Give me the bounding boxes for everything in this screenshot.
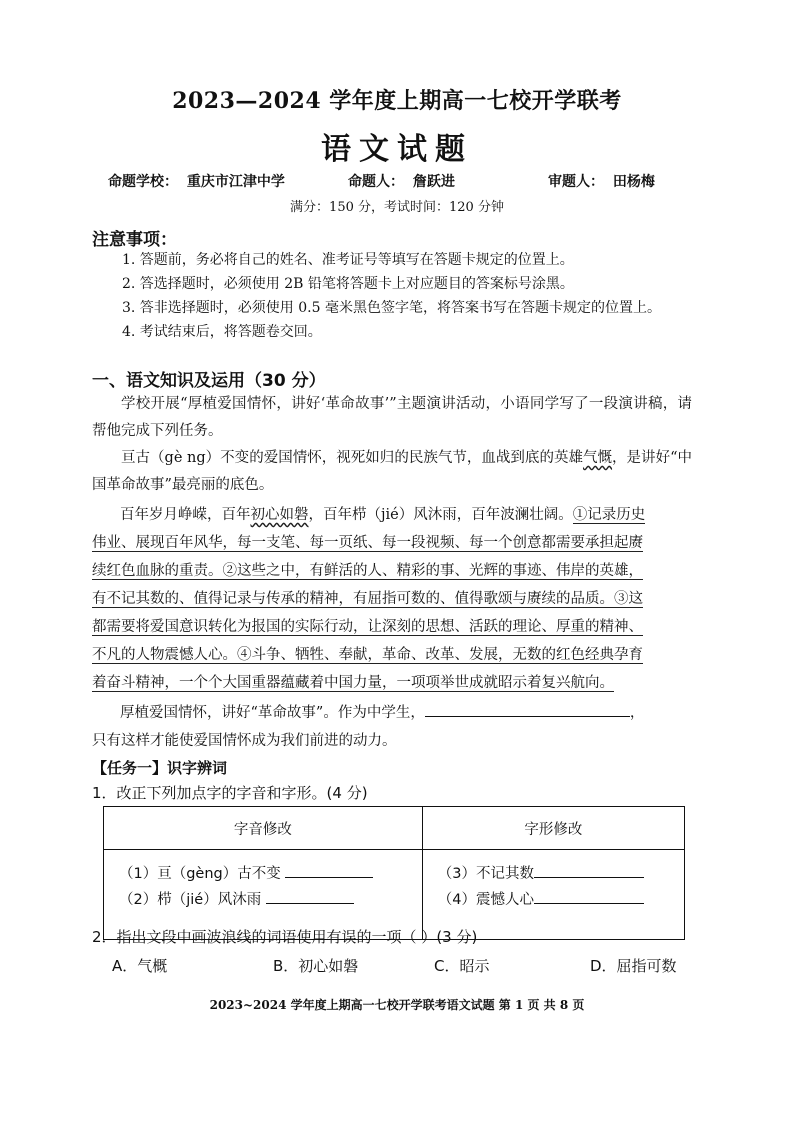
table-header-character: 字形修改 xyxy=(422,807,684,850)
correction-table xyxy=(103,806,685,940)
item-4-text: （4）震憾人心 xyxy=(437,892,534,908)
item-2-blank[interactable] xyxy=(266,889,354,904)
reviewer-label: 审题人： xyxy=(548,174,604,190)
option-a[interactable]: A．气概 xyxy=(112,957,168,975)
school-label: 命题学校： xyxy=(108,174,178,190)
p2-underlined-line: 伟业、展现百年风华，每一支笔、每一页纸、每一段视频、每一个创意都需要承担起赓 xyxy=(92,535,643,551)
p3-text-c: 只有这样才能使爱国情怀成为我们前进的动力。 xyxy=(92,733,397,749)
p2-text-b: ，百年栉（jié）风沐雨，百年波澜壮阔。 xyxy=(308,507,573,523)
table-row xyxy=(424,862,683,888)
option-c[interactable]: C．昭示 xyxy=(434,957,490,975)
paragraph-2-line-1 xyxy=(120,503,645,524)
task-label: 【任务一】识字辨词 xyxy=(92,759,228,777)
intro-paragraph: 学校开展“厚植爱国情怀，讲好‘革命故事’”主题演讲活动，小语同学写了一段演讲稿，请帮他完成下列任务。 xyxy=(92,396,692,439)
score-info: 满分：150 分，考试时间：120 分钟 xyxy=(290,200,504,215)
notice-item: 2. 答选择题时，必须使用 2B 铅笔将答题卡上对应题目的答案标号涂黑。 xyxy=(122,276,574,292)
paragraph-1 xyxy=(92,445,692,499)
option-d[interactable]: D．屈指可数 xyxy=(590,957,677,975)
school-info xyxy=(108,171,285,191)
item-2-text: （2）栉（jié）风沐雨 xyxy=(119,892,262,908)
p2-underlined-line: 续红色血脉的重责。②这些之中，有鲜活的人、精彩的事、光辉的事迹、伟岸的英雄， xyxy=(92,563,643,579)
notice-item: 3. 答非选择题时，必须使用 0.5 毫米黑色签字笔，将答案书写在答题卡规定的位置上。 xyxy=(122,300,661,316)
p2-text-a: 百年岁月峥嵘，百年 xyxy=(120,507,251,523)
reviewer-name: 田杨梅 xyxy=(612,174,655,190)
notice-item: 4. 考试结束后，将答题卷交回。 xyxy=(122,324,322,340)
p3-text-b: ， xyxy=(629,705,645,721)
question-2: 2．指出文段中画波浪线的词语使用有误的一项（ ）(3 分) xyxy=(92,928,478,946)
answer-blank[interactable] xyxy=(425,702,630,717)
reviewer-info xyxy=(548,171,655,191)
author-info xyxy=(348,171,455,191)
table-row xyxy=(424,888,683,914)
p2-underlined-line: 都需要将爱国意识转化为报国的实际行动，让深刻的思想、活跃的理论、厚重的精神、 xyxy=(92,619,643,635)
school-name: 重庆市江津中学 xyxy=(186,174,285,190)
p1-text-a: 亘古（gè ng）不变的爱国情怀，视死如归的民族气节，血战到底的英雄 xyxy=(121,450,583,466)
paragraph-3-line-1 xyxy=(120,701,644,722)
notice-item: 1. 答题前，务必将自己的姓名、准考证号等填写在答题卡规定的位置上。 xyxy=(122,252,574,268)
notice-heading: 注意事项： xyxy=(92,230,177,250)
table-row xyxy=(105,862,421,888)
section-heading: 一、语文知识及运用（30 分） xyxy=(92,371,326,391)
author-label: 命题人： xyxy=(348,174,404,190)
item-4-blank[interactable] xyxy=(534,889,644,904)
p2-underlined-start: ①记录历史 xyxy=(572,507,646,523)
item-1-blank[interactable] xyxy=(285,863,373,878)
p2-underlined-line: 有不记其数的、值得记录与传承的精神，有屈指可数的、值得歌颂与赓续的品质。③这 xyxy=(92,591,643,607)
exam-title: 2023—2024 学年度上期高一七校开学联考 xyxy=(172,88,622,114)
question-1: 1．改正下列加点字的字音和字形。(4 分) xyxy=(92,784,368,802)
p1-wavy-word: 气慨 xyxy=(583,450,613,466)
item-3-blank[interactable] xyxy=(534,863,644,878)
item-1-text: （1）亘（gèng）古不变 xyxy=(119,866,281,882)
option-b[interactable]: B．初心如磐 xyxy=(273,957,359,975)
subject-title: 语文试题 xyxy=(321,132,473,167)
p2-underlined-line: 着奋斗精神，一个个大国重器蕴藏着中国力量，一项项举世成就昭示着复兴航向。 xyxy=(92,675,614,691)
p2-wavy-word: 初心如磐 xyxy=(250,507,309,523)
p2-underlined-line: 不凡的人物震憾人心。④斗争、牺牲、奉献，革命、改革、发展，无数的红色经典孕育 xyxy=(92,647,643,663)
item-3-text: （3）不记其数 xyxy=(437,866,534,882)
table-row xyxy=(105,888,421,914)
page-footer: 2023~2024 学年度上期高一七校开学联考语文试题 第 1 页 共 8 页 xyxy=(209,998,585,1012)
table-header-pronunciation: 字音修改 xyxy=(104,807,423,850)
author-name: 詹跃进 xyxy=(412,174,455,190)
p3-text-a: 厚植爱国情怀，讲好“革命故事”。作为中学生， xyxy=(120,705,425,721)
p1-text-b: ，是讲好“中国革命故事”最亮丽的底色。 xyxy=(92,450,693,493)
